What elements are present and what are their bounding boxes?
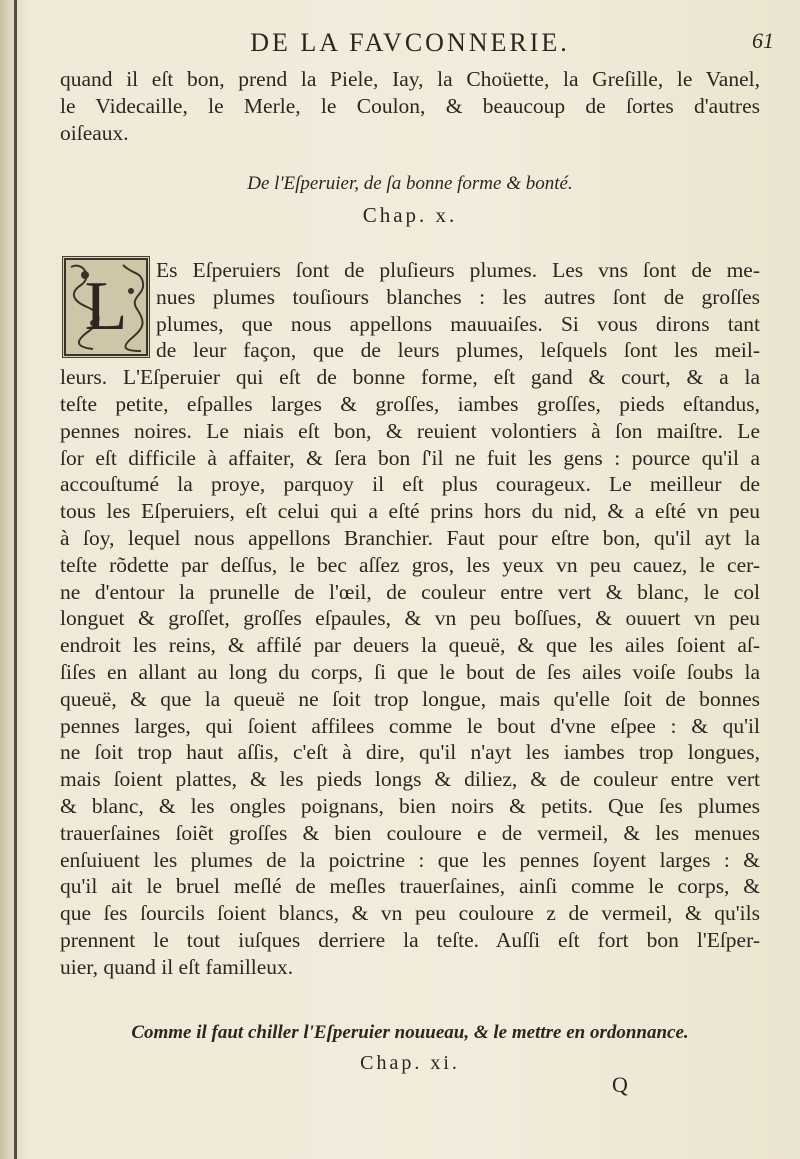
text-line: oiſeaux. [60, 120, 129, 145]
chapter-number: Chap. x. [362, 203, 458, 227]
svg-text:L: L [84, 268, 128, 345]
page-header [60, 24, 780, 64]
text-line: ſiſes en allant au long du corps, ſi que le bout de ſes ailes voiſe ſoubs la [60, 659, 760, 684]
text-line: enſuiuent les plumes de la poictrine : que les pennes ſoyent larges : & [60, 847, 760, 872]
text-line: ſor eſt difficile à affaiter, & ſera bon ſ'il ne fuit les gens : pource qu'il a [60, 445, 760, 470]
catchword: Q [612, 1072, 628, 1097]
text-line: accouſtumé la proye, parquoy il eſt plus courageux. Le meilleur de [60, 472, 760, 497]
chapter-body [60, 257, 760, 981]
text-line: leurs. L'Eſperuier qui eſt de bonne forme, eſt gand & court, & a la [60, 365, 760, 390]
running-head: DE LA FAVCONNERIE. [250, 28, 570, 57]
text-line: Es Eſperuiers ſont de pluſieurs plumes. Les vns ſont de me- [156, 258, 760, 282]
text-line: nues plumes touſiours blanches : les autres ſont de groſſes [156, 284, 760, 309]
text-line: prennent le tout iuſques derriere la teſte. Auſſi eſt fort bon l'Eſper- [60, 927, 760, 952]
text-line: endroit les reins, & affilé par deuers la queuë, & que les ailes ſoient aſ- [60, 633, 760, 658]
text-line: qu'il ait le bruel meſlé de meſles trauerſaines, ainſi comme le corps, & [60, 874, 760, 899]
text-line: trauerſaines ſoiẽt groſſes & bien couloure e de vermeil, & les menues [60, 820, 760, 845]
text-line: plumes, que nous appellons mauuaiſes. Si vous dirons tant [156, 311, 760, 336]
text-line: ne d'entour la prunelle de l'œil, de couleur entre vert & blanc, le col [60, 579, 760, 604]
next-chapter-number: Chap. xi. [360, 1052, 460, 1074]
text-line: ne ſoit trop haut aſſis, c'eſt à dire, qu'il n'ayt les iambes trop longues, [60, 740, 760, 765]
text-line: teſte rõdette par deſſus, le bec aſſez gros, les yeux vn peu cauez, le cer- [60, 552, 760, 577]
text-line: que ſes ſourcils ſoient blancs, & vn peu couloure z de vermeil, & qu'ils [60, 901, 760, 926]
text-line: teſte petite, eſpalles larges & groſſes, iambes groſſes, pieds eſtandus, [60, 391, 760, 416]
text-line: longuet & groſſet, groſſes eſpaules, & vn peu boſſues, & ouuert vn peu [60, 606, 760, 631]
text-line: queuë, & que la queuë ne ſoit trop longue, mais qu'elle ſoit de bonnes [60, 686, 760, 711]
text-line: à ſoy, lequel nous appellons Branchier. Faut pour eſtre bon, qu'il ayt la [60, 525, 760, 550]
binding-gutter [14, 0, 17, 1159]
text-line: quand il eſt bon, prend la Piele, Iay, la Choüette, la Greſille, le Vanel, [60, 67, 760, 91]
text-line: mais ſoient plattes, & les pieds longs & diliez, & de couleur entre vert [60, 767, 760, 792]
text-line: pennes noires. Le niais eſt bon, & reuient volontiers à ſon maiſtre. Le [60, 418, 760, 443]
page-number: 61 [752, 28, 774, 53]
text-line: & blanc, & les ongles poignans, bien noirs & petits. Que ſes plumes [60, 793, 760, 818]
opening-text [60, 66, 760, 146]
text-line: uier, quand il eſt familleux. [60, 954, 294, 979]
text-line: le Videcaille, le Merle, le Coulon, & beaucoup de ſortes d'autres [60, 93, 760, 118]
chapter-title: De l'Eſperuier, de ſa bonne forme & bonté. [247, 173, 573, 194]
text-line: de leur façon, que de leurs plumes, leſquels ſont les meil- [156, 338, 760, 363]
next-chapter-title: Comme il faut chiller l'Eſperuier nouueau, & le mettre en ordonnance. [131, 1022, 689, 1043]
text-line: pennes larges, qui ſoient affilees comme le bout d'vne eſpee : & qu'il [60, 713, 760, 738]
text-line: tous les Eſperuiers, eſt celui qui a eſté prins hors du nid, & a eſté vn peu [60, 499, 760, 524]
